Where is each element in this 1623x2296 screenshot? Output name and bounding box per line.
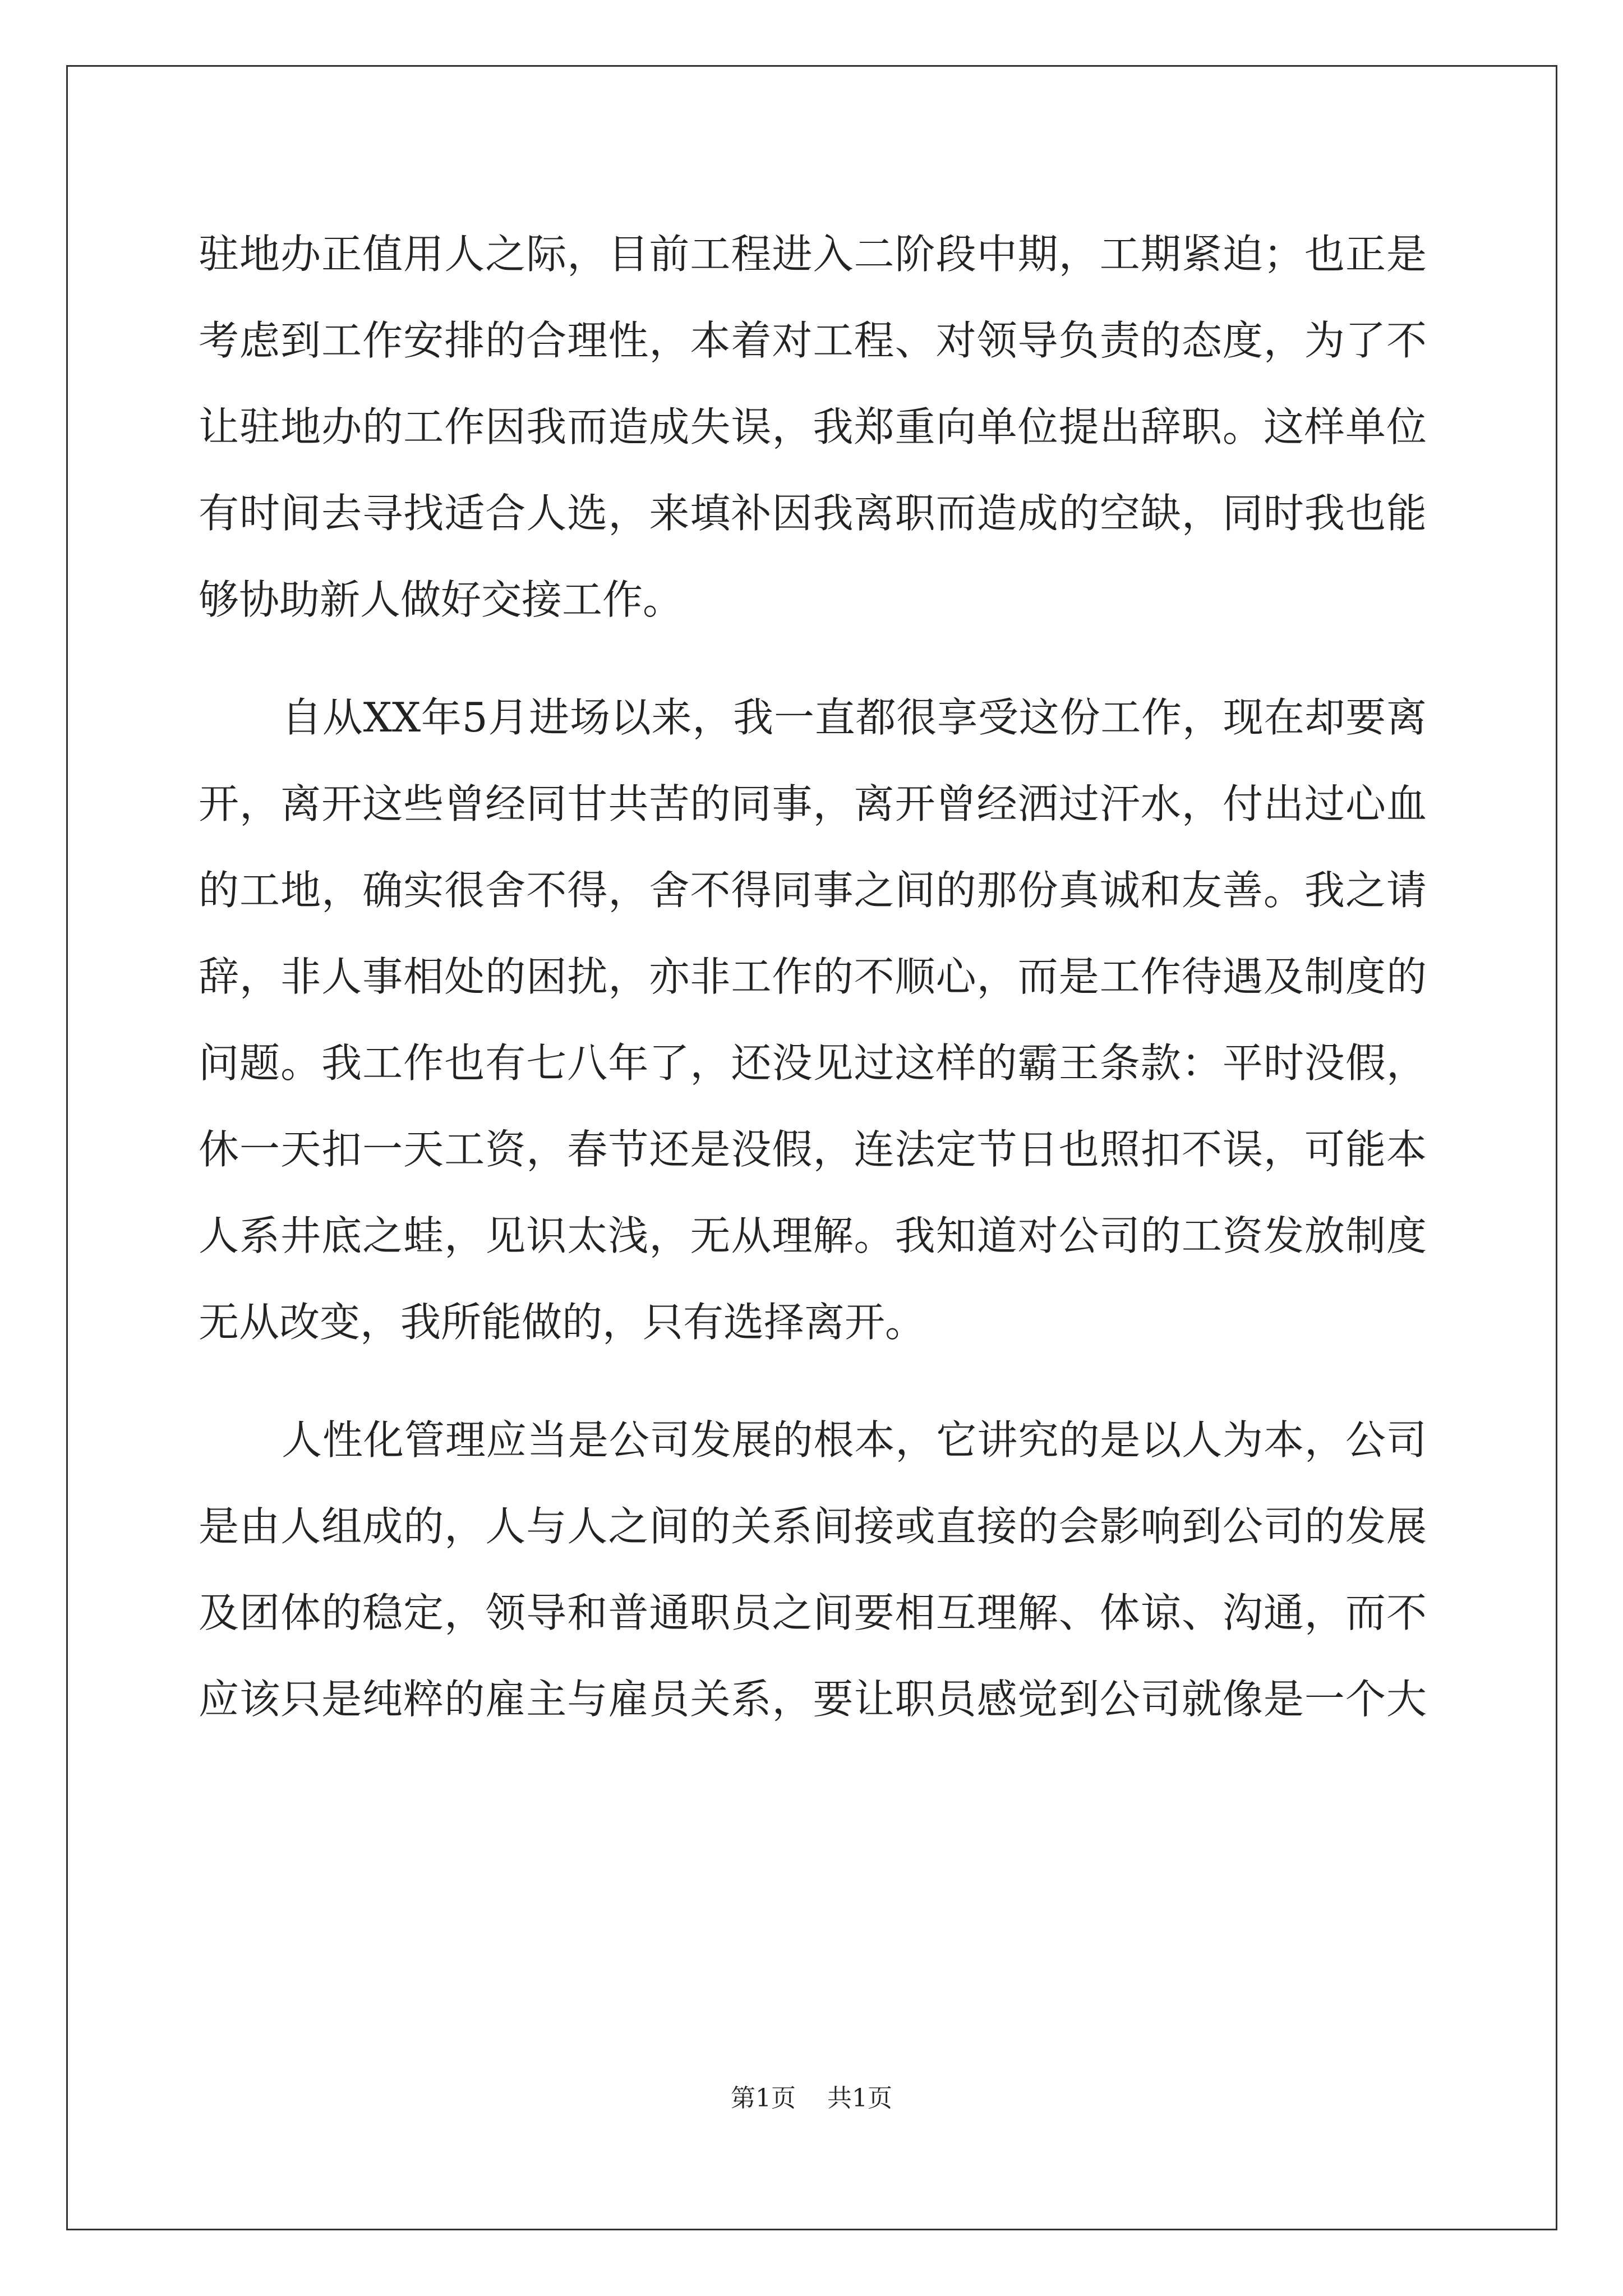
text-line: 驻地办正值用人之际，目前工程进入二阶段中期，工期紧迫；也正是 <box>199 231 1427 278</box>
paragraph-spacer <box>199 1365 1427 1397</box>
text-line: 自从XX年5月进场以来，我一直都很享受这份工作，现在却要离 <box>282 694 1427 741</box>
paragraph <box>199 674 1427 1365</box>
text-line: 应该只是纯粹的雇主与雇员关系，要让职员感觉到公司就像是一个大 <box>199 1676 1427 1723</box>
text-line: 人系井底之蛙，见识太浅，无从理解。我知道对公司的工资发放制度 <box>199 1212 1427 1259</box>
page-footer <box>0 2078 1623 2114</box>
text-line: 是由人组成的，人与人之间的关系间接或直接的会影响到公司的发展 <box>199 1503 1427 1550</box>
page-number: 第1页 <box>731 2084 796 2113</box>
text-line: 让驻地办的工作因我而造成失误，我郑重向单位提出辞职。这样单位 <box>199 403 1427 450</box>
text-line: 问题。我工作也有七八年了，还没见过这样的霸王条款：平时没假， <box>199 1039 1427 1087</box>
text-line: 开，离开这些曾经同甘共苦的同事，离开曾经洒过汗水，付出过心血 <box>199 780 1427 827</box>
page-total: 共1页 <box>827 2084 892 2113</box>
text-line: 辞，非人事相处的困扰，亦非工作的不顺心，而是工作待遇及制度的 <box>199 953 1427 1000</box>
text-line: 的工地，确实很舍不得，舍不得同事之间的那份真诚和友善。我之请 <box>199 867 1427 914</box>
text-line: 休一天扣一天工资，春节还是没假，连法定节日也照扣不误，可能本 <box>199 1126 1427 1173</box>
text-line: 考虑到工作安排的合理性，本着对工程、对领导负责的态度，为了不 <box>199 317 1427 364</box>
text-line: 有时间去寻找适合人选，来填补因我离职而造成的空缺，同时我也能 <box>199 490 1427 537</box>
paragraph <box>199 211 1427 643</box>
document-body <box>199 211 1427 1742</box>
paragraph-spacer <box>199 643 1427 674</box>
text-line: 够协助新人做好交接工作。 <box>199 576 684 623</box>
text-line: 及团体的稳定，领导和普通职员之间要相互理解、体谅、沟通，而不 <box>199 1589 1427 1636</box>
text-line: 无从改变，我所能做的，只有选择离开。 <box>199 1299 926 1346</box>
paragraph <box>199 1397 1427 1742</box>
text-line: 人性化管理应当是公司发展的根本，它讲究的是以人为本，公司 <box>282 1416 1427 1464</box>
